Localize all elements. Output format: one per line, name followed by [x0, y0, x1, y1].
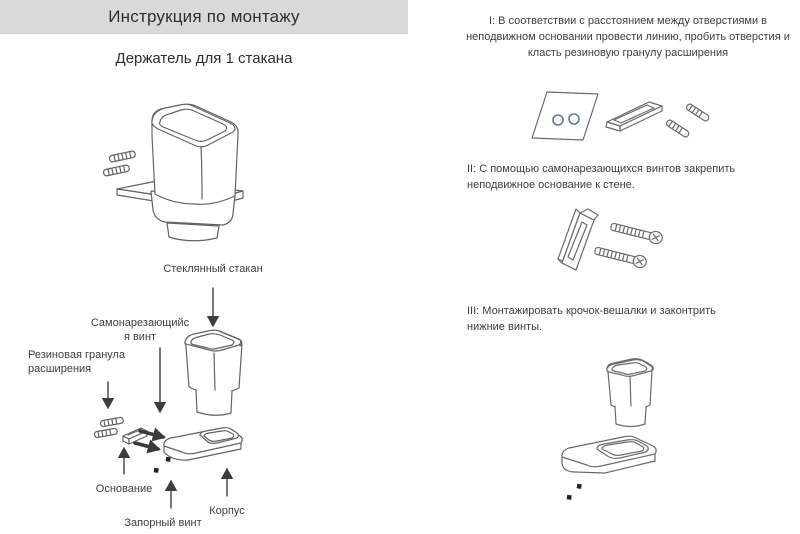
- step-1-diagram: [493, 75, 733, 165]
- product-subtitle: Держатель для 1 стакана: [115, 50, 293, 67]
- glass-cup: [185, 330, 242, 415]
- step-2-diagram: [528, 205, 713, 295]
- wall-anchor-icon: [109, 151, 136, 163]
- label-body: Корпус: [209, 505, 245, 517]
- wall-anchor-icon: [103, 165, 130, 177]
- base-plate: [558, 209, 598, 270]
- wall-anchor-icon: [94, 428, 118, 438]
- base-plate: [606, 102, 662, 131]
- holder-body: [164, 428, 242, 460]
- label-self-tapping-screw: Самонарезающийся винт: [90, 317, 190, 344]
- header-bar: [0, 0, 408, 34]
- screw-icon: [594, 245, 648, 269]
- wall-with-holes: [532, 92, 598, 140]
- step-1-text: I: В соответствии с расстоянием между отверстиями в неподвижном основании провести линию, пробить отверстия и класть резиновую гранулу расширения: [466, 15, 790, 59]
- step-3-diagram: [535, 345, 755, 534]
- wall-anchor-icon: [100, 417, 124, 427]
- step-3-text: III: Монтажировать крочок-вешалки и законтрить нижние винты.: [467, 305, 716, 333]
- glass-cup: [152, 104, 238, 204]
- lock-screw-icon: [567, 484, 582, 500]
- screw-icon: [610, 221, 664, 245]
- wall-anchor-icon: [685, 103, 710, 122]
- page-title: Инструкция по монтажу: [108, 6, 300, 26]
- lock-screw-icon: [154, 457, 171, 473]
- exploded-view: [20, 260, 380, 534]
- holder-body: [562, 436, 656, 473]
- glass-cup: [607, 359, 654, 427]
- assembled-view-drawing: [95, 96, 260, 246]
- label-lock-screw: Запорный винт: [124, 517, 202, 529]
- wall-anchor-icon: [665, 119, 690, 138]
- label-rubber-plug: Резиновая гранула расширения: [28, 349, 126, 376]
- label-base: Основание: [95, 483, 153, 495]
- label-glass-cup: Стеклянный стакан: [163, 263, 263, 275]
- step-2-text: II: С помощью самонарезающихся винтов закрепить неподвижное основание к стене.: [467, 163, 736, 191]
